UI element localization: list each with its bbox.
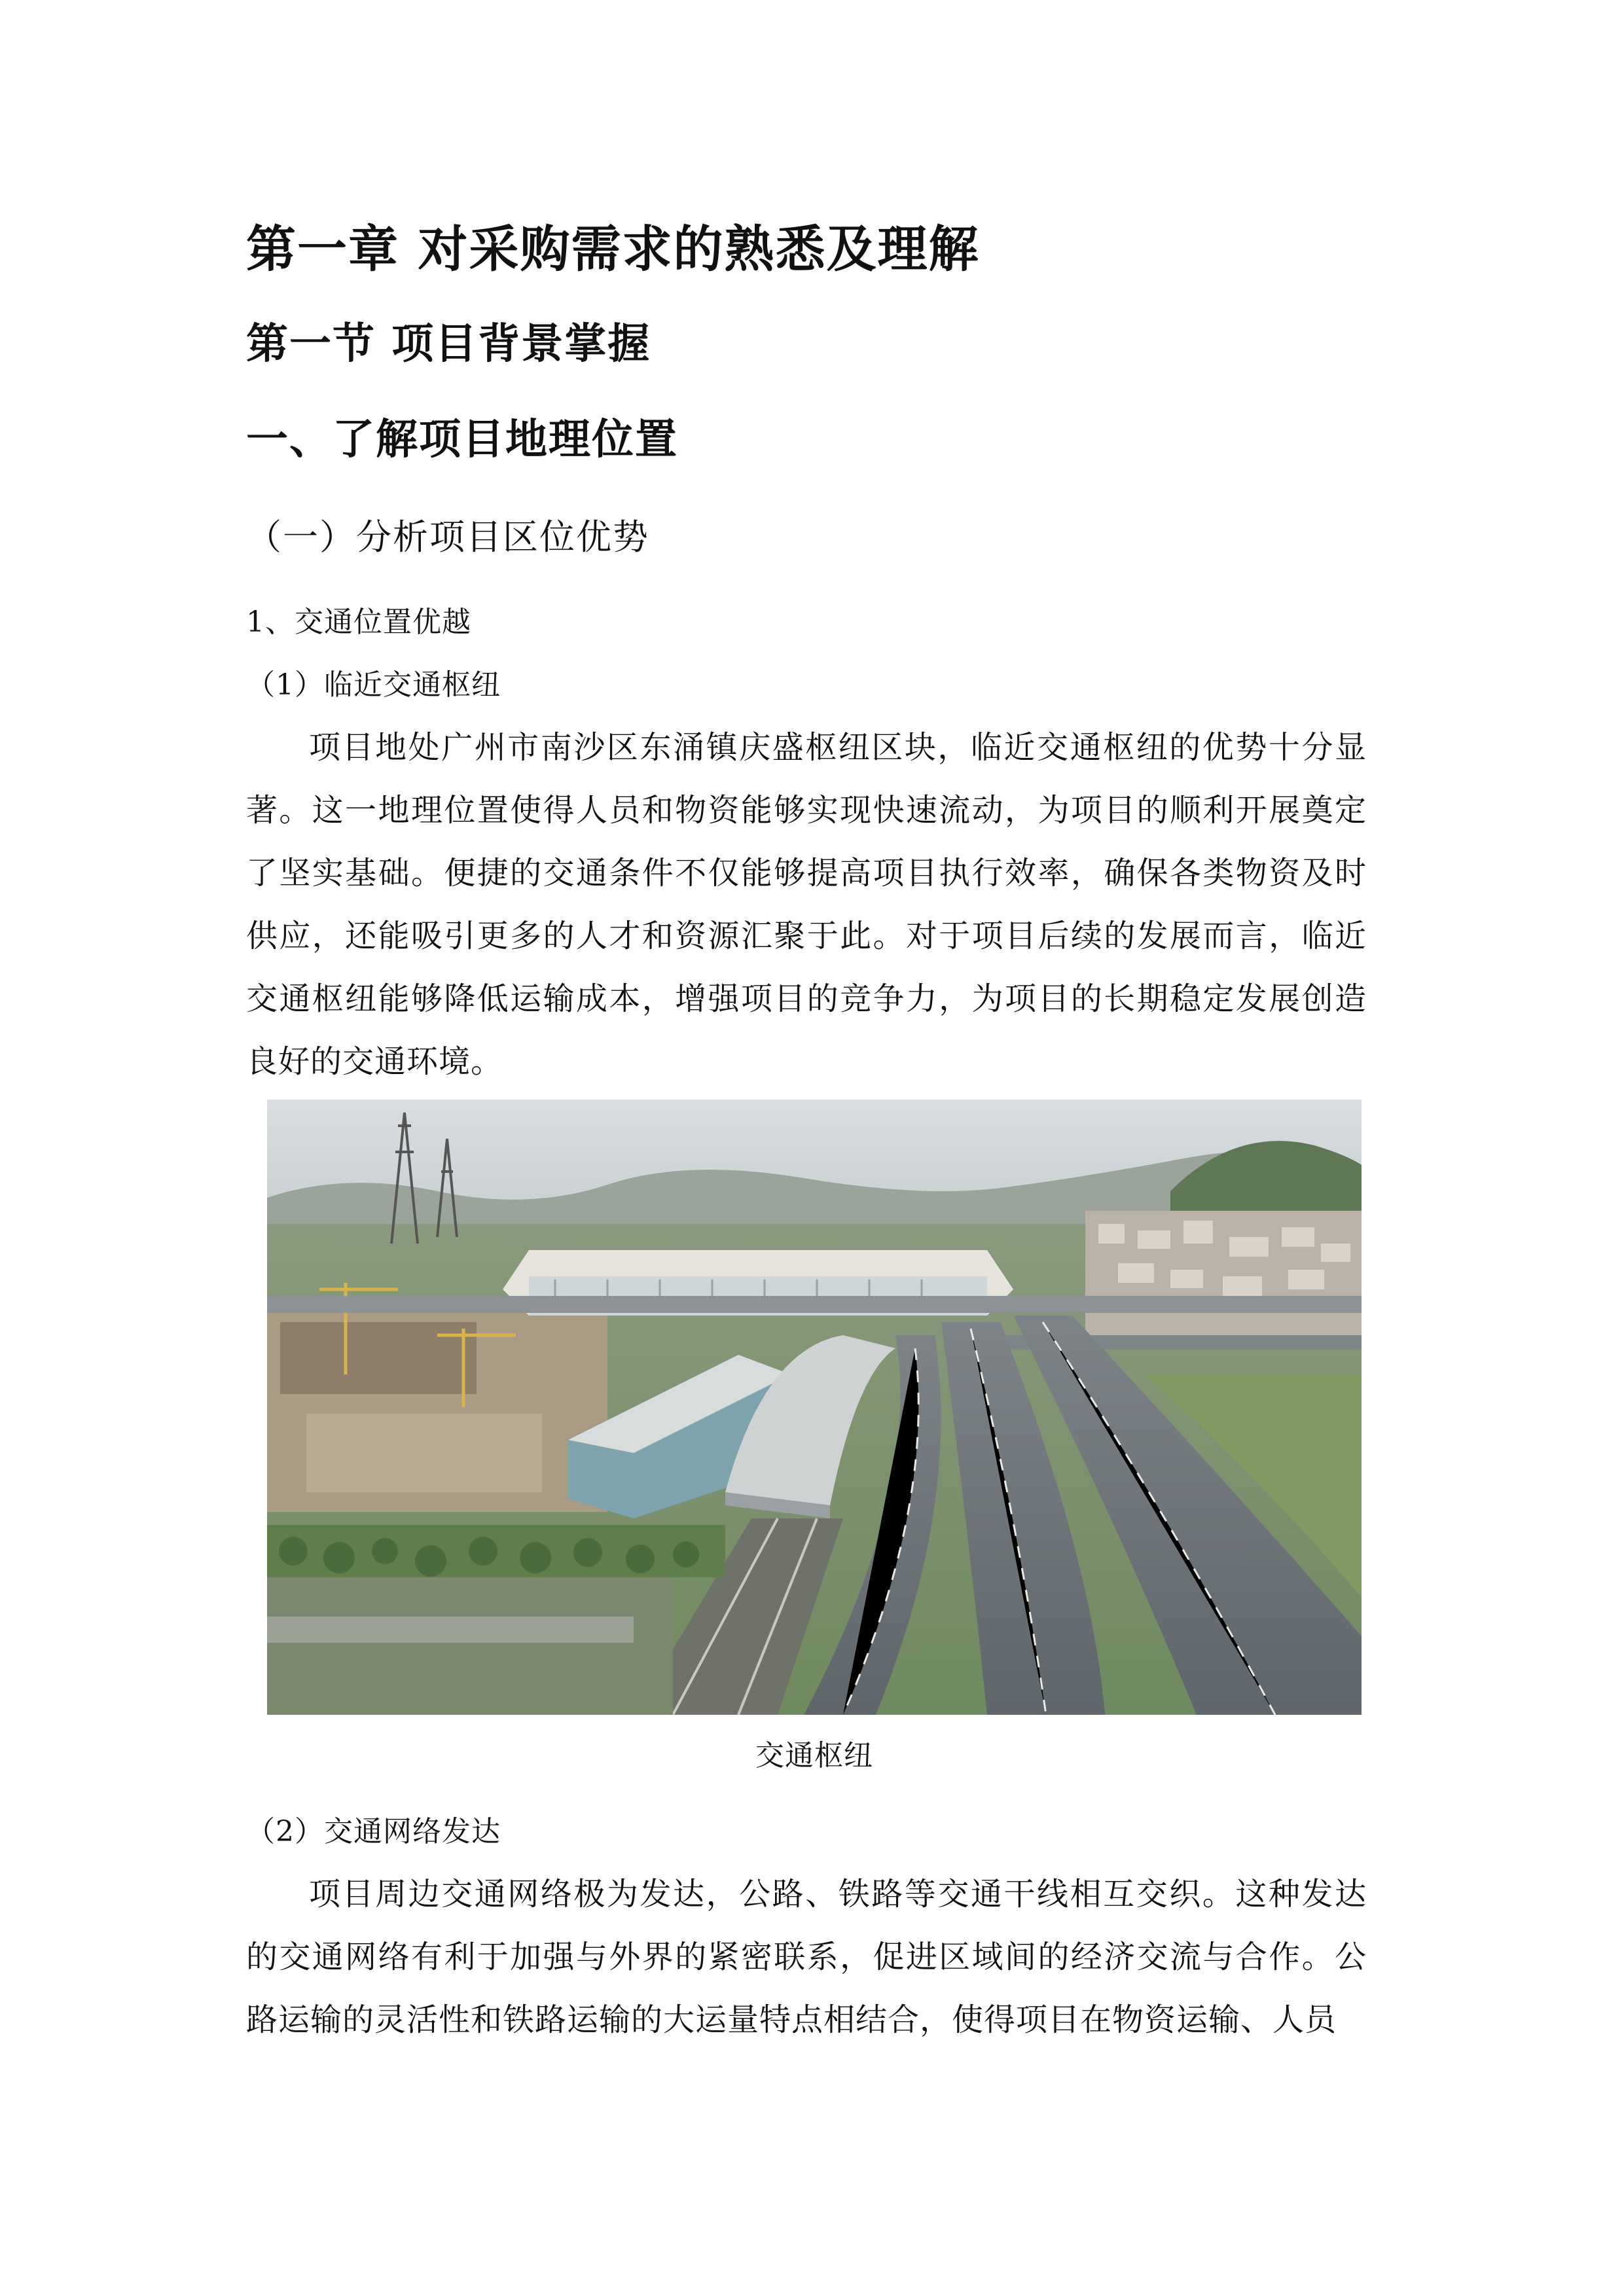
chapter-title: 第一章 对采购需求的熟悉及理解 <box>246 220 980 278</box>
point-1-title: 1、交通位置优越 <box>246 605 471 639</box>
transport-hub-illustration <box>267 1100 1362 1715</box>
figure-caption: 交通枢纽 <box>755 1739 873 1772</box>
item-2-paragraph: 项目周边交通网络极为发达，公路、铁路等交通干线相互交织。这种发达的交通网络有利于加强与外界的紧密联系，促进区域间的经济交流与合作。公路运输的灵活性和铁路运输的大运量特点相结合，使得项目在物资运输、人员 <box>246 1876 1367 2038</box>
transport-hub-photo <box>267 1100 1362 1715</box>
item-2-title: （2）交通网络发达 <box>246 1815 501 1848</box>
item-1-paragraph: 项目地处广州市南沙区东涌镇庆盛枢纽区块，临近交通枢纽的优势十分显著。这一地理位置使得人员和物资能够实现快速流动，为项目的顺利开展奠定了坚实基础。便捷的交通条件不仅能够提高项目执行效率，确保各类物资及时供应，还能吸引更多的人才和资源汇聚于此。对于项目后续的发展而言，临近交通枢纽能够降低运输成本，增强项目的竞争力，为项目的长期稳定发展创造良好的交通环境。 <box>246 729 1367 1080</box>
subsection-title: 一、了解项目地理位置 <box>246 415 678 464</box>
section-title: 第一节 项目背景掌握 <box>246 319 651 368</box>
sub-subsection-title: （一）分析项目区位优势 <box>246 516 649 558</box>
item-1-title: （1）临近交通枢纽 <box>246 668 501 702</box>
